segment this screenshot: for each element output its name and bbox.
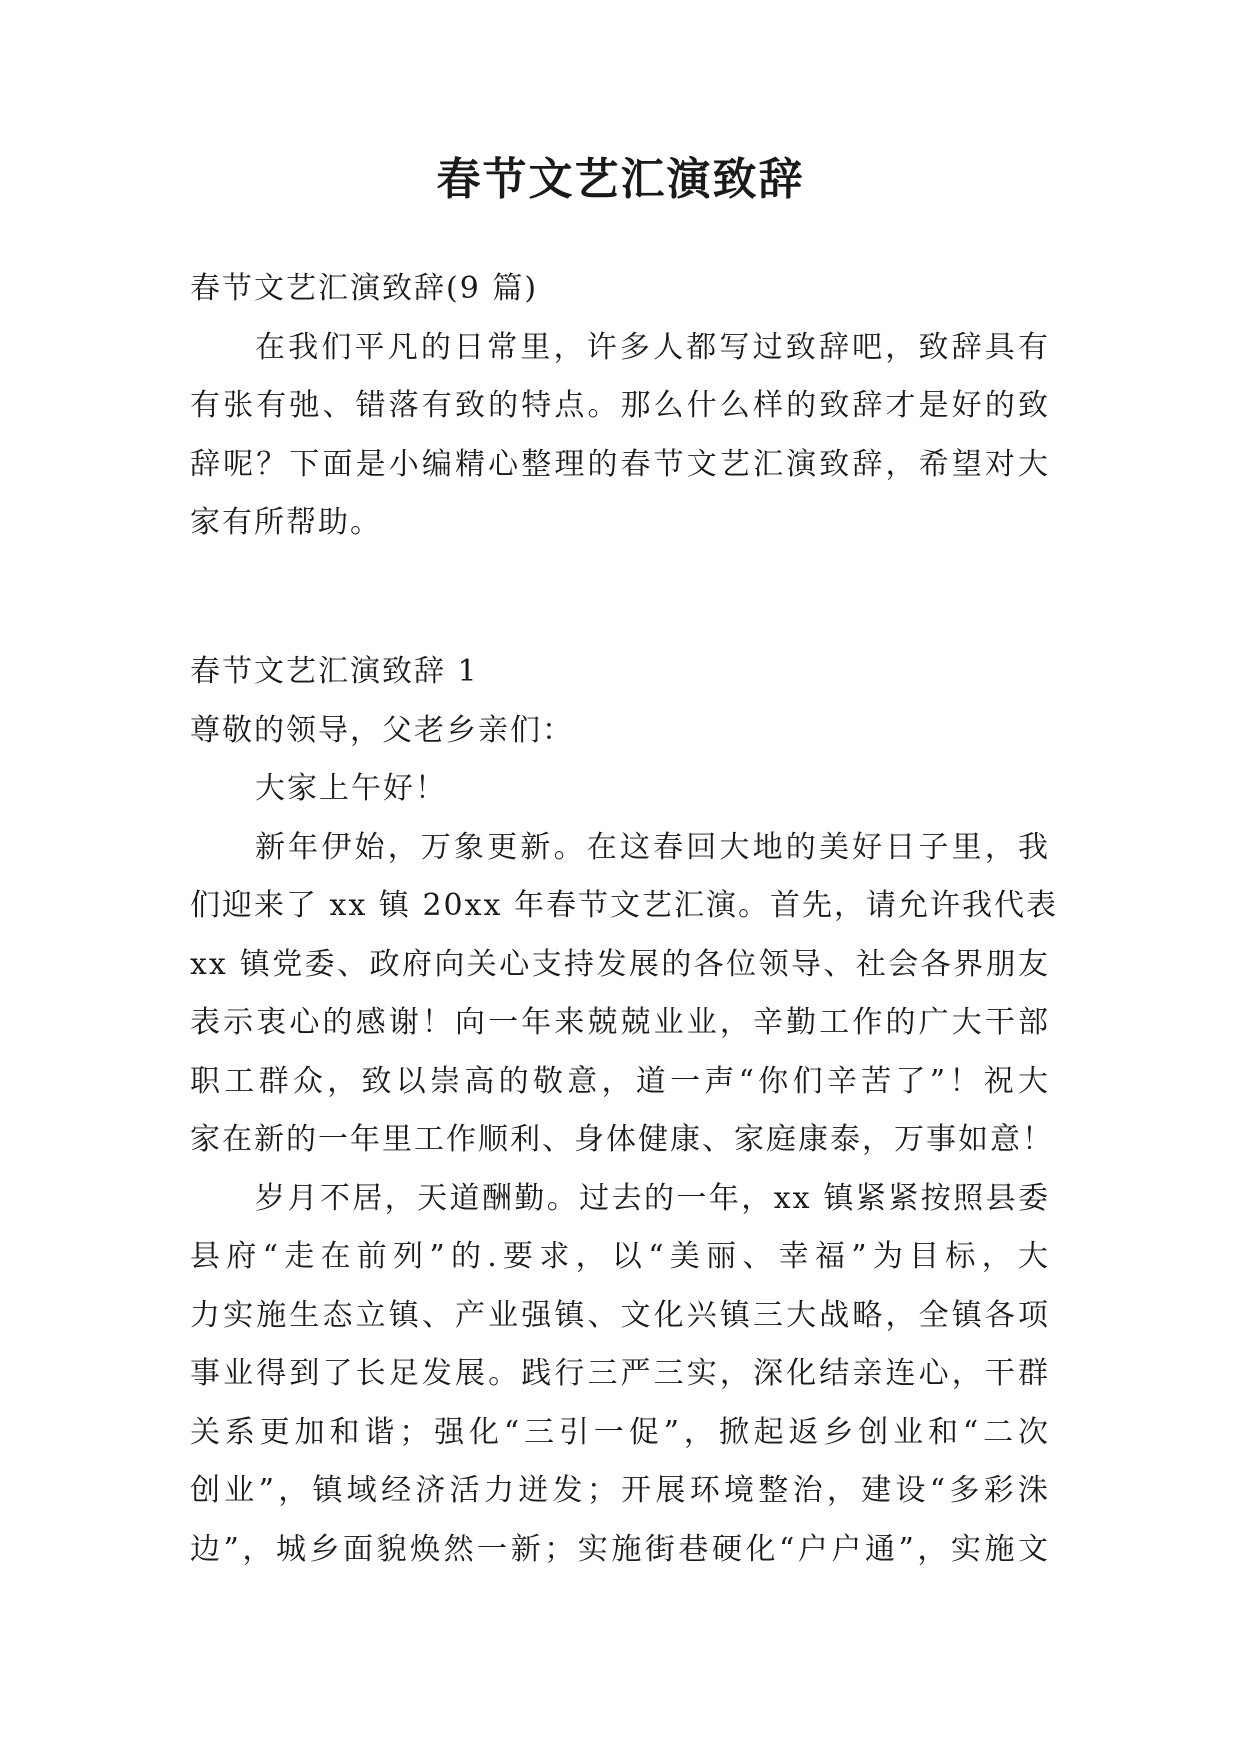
text-line: 表示衷心的感谢！向一年来兢兢业业，辛勤工作的广大干部: [190, 1005, 1050, 1040]
text-line: 边”，城乡面貌焕然一新；实施街巷硬化“户户通”，实施文: [190, 1531, 1050, 1567]
text-line: 创业”，镇域经济活力迸发；开展环境整治，建设“多彩洙: [190, 1473, 1050, 1508]
text-line: 尊敬的领导，父老乡亲们：: [190, 712, 574, 748]
text-line: 有张有弛、错落有致的特点。那么什么样的致辞才是好的致: [190, 388, 1050, 423]
text-line: 春节文艺汇演致辞(9 篇): [190, 271, 539, 306]
document-title: 春节文艺汇演致辞: [436, 154, 805, 205]
text-line: 春节文艺汇演致辞 1: [190, 654, 479, 689]
text-line: 大家上午好！: [255, 771, 447, 806]
text-line: 在我们平凡的日常里，许多人都写过致辞吧，致辞具有: [255, 329, 1050, 365]
text-line: 辞呢？下面是小编精心整理的春节文艺汇演致辞，希望对大: [190, 446, 1050, 482]
text-line: 新年伊始，万象更新。在这春回大地的美好日子里，我: [255, 829, 1050, 865]
text-line: 职工群众，致以崇高的敬意，道一声“你们辛苦了”！祝大: [190, 1063, 1050, 1099]
text-line: 家在新的一年里工作顺利、身体健康、家庭康泰，万事如意！: [190, 1122, 1054, 1157]
paragraph-gap: [190, 569, 1050, 628]
text-line: 岁月不居，天道酬勤。过去的一年，xx 镇紧紧按照县委: [255, 1180, 1050, 1216]
text-line: 关系更加和谐；强化“三引一促”，掀起返乡创业和“二次: [190, 1414, 1050, 1450]
text-line: 事业得到了长足发展。践行三严三实，深化结亲连心，干群: [190, 1356, 1050, 1391]
text-line: 们迎来了 xx 镇 20xx 年春节文艺汇演。首先，请允许我代表: [190, 888, 1058, 923]
text-line: xx 镇党委、政府向关心支持发展的各位领导、社会各界朋友: [190, 946, 1050, 982]
text-line: 力实施生态立镇、产业强镇、文化兴镇三大战略，全镇各项: [190, 1297, 1050, 1333]
text-line: 县府“走在前列”的.要求，以“美丽、幸福”为目标，大: [190, 1239, 1050, 1274]
document-body: [190, 260, 1058, 1579]
text-line: 家有所帮助。: [190, 505, 382, 540]
